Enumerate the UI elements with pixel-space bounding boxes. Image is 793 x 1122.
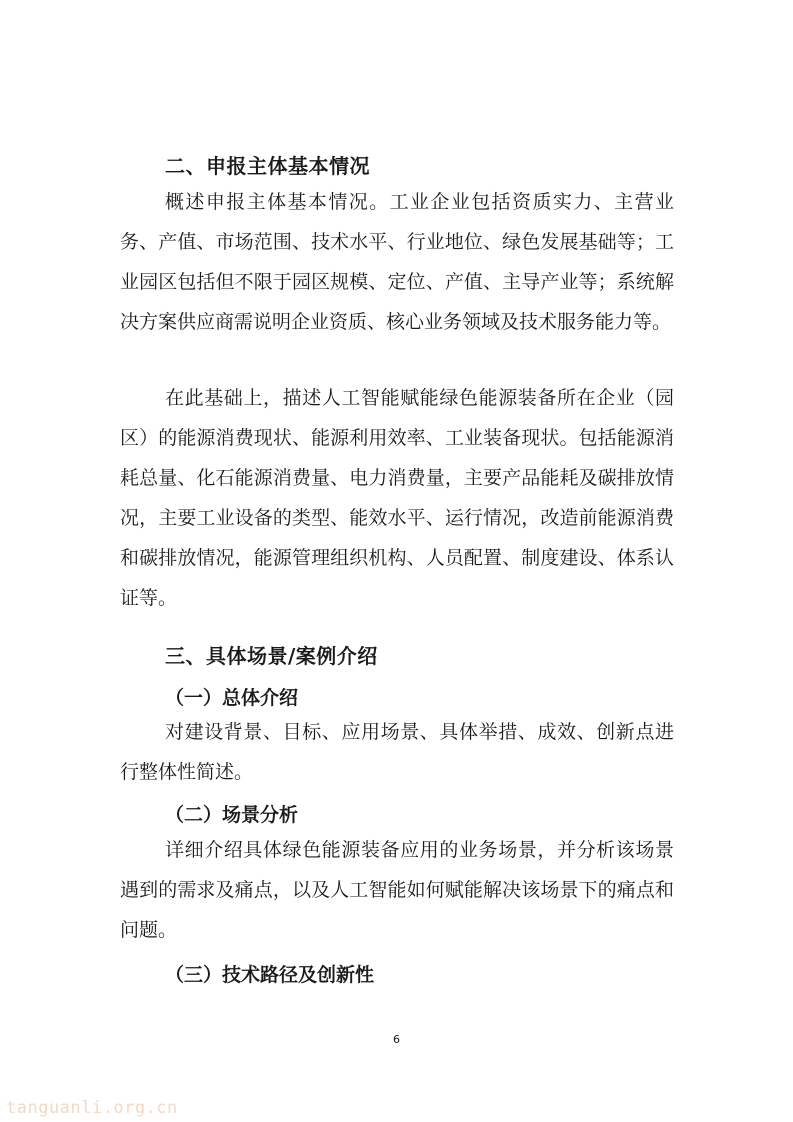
subsection-heading-technology: （三）技术路径及创新性 <box>165 964 375 986</box>
page-number: 6 <box>393 1033 400 1046</box>
subsection-heading-scenario: （二）场景分析 <box>165 804 299 826</box>
section-heading-3: 三、具体场景/案例介绍 <box>165 644 378 668</box>
subsection-heading-overview: （一）总体介绍 <box>165 687 299 709</box>
section-heading-2: 二、申报主体基本情况 <box>165 154 370 178</box>
subsection-overview-paragraph: 对建设背景、目标、应用场景、具体举措、成效、创新点进行整体性简述。 <box>120 721 674 783</box>
subsection-scenario-paragraph: 详细介绍具体绿色能源装备应用的业务场景，并分析该场景遇到的需求及痛点，以及人工智能如何赋能解决该场景下的痛点和问题。 <box>120 839 674 941</box>
section-2-paragraph-1: 概述申报主体基本情况。工业企业包括资质实力、主营业务、产值、市场范围、技术水平、行业地位、绿色发展基础等；工业园区包括但不限于园区规模、定位、产值、主导产业等；系统解决方案供应商需说明企业资质、核心业务领域及技术服务能力等。 <box>120 191 674 333</box>
section-2-paragraph-2: 在此基础上，描述人工智能赋能绿色能源装备所在企业（园区）的能源消费现状、能源利用效率、工业装备现状。包括能源消耗总量、化石能源消费量、电力消费量，主要产品能耗及碳排放情况，主要工业设备的类型、能效水平、运行情况，改造前能源消费和碳排放情况，能源管理组织机构、人员配置、制度建设、体系认证等。 <box>120 387 674 609</box>
watermark-text: tanguanli.org.cn <box>6 1098 178 1118</box>
